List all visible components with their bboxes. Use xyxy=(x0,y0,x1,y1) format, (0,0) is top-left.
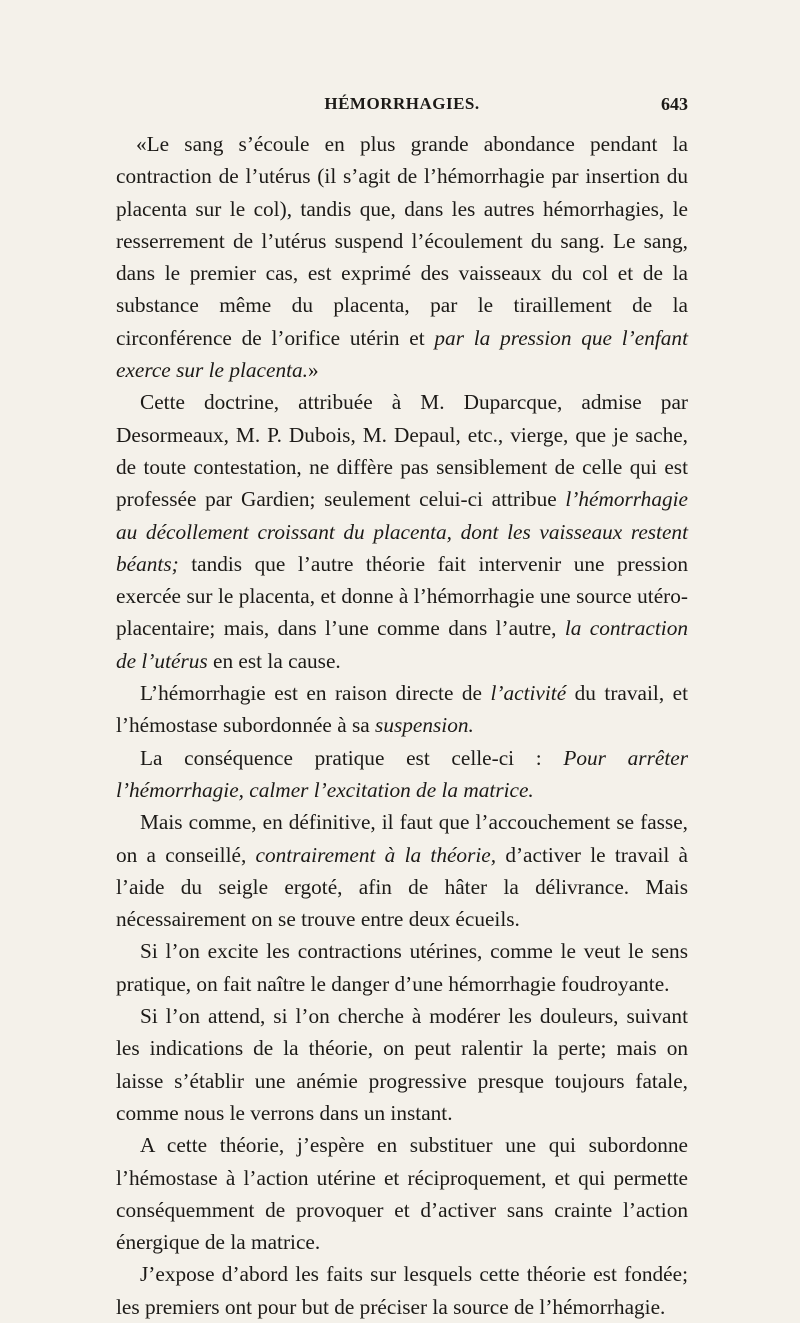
text-run: J’expose d’abord les faits sur lesquels cette théorie est fondée; les premiers ont pour but de préciser la source de l’hémorrhagie. xyxy=(116,1262,688,1319)
text-run: L’hémorrhagie est en raison directe de xyxy=(140,681,491,706)
italic-run: Pour arrêter l’hémorrhagie, calmer l’excitation de la matrice. xyxy=(116,745,688,802)
text-run: Mais comme, en définitive, il faut que l’accouchement se fasse, on a conseillé, xyxy=(116,810,688,867)
paragraph xyxy=(116,677,688,742)
italic-run: l’hémorrhagie au décollement croissant du placenta, dont les vaisseaux restent béants; xyxy=(116,487,688,576)
text-run: Si l’on attend, si l’on cherche à modérer les douleurs, suivant les indications de la théorie, on peut ralentir la perte; mais on laisse s’établir une anémie progressive presque toujours fatale, comme nous le verrons dans un instant. xyxy=(116,1004,688,1125)
paragraph xyxy=(116,1258,688,1323)
running-head xyxy=(116,94,688,128)
text-run: Cette doctrine, attribuée à M. Duparcque, admise par Desormeaux, M. P. Dubois, M. Depaul, etc., vierge, que je sache, de toute contestation, ne diffère pas sensiblement de celle qui est professée par Gardien; seulement celui-ci attribue xyxy=(116,390,688,512)
paragraph xyxy=(116,806,688,935)
text-run: d’activer le travail à l’aide du seigle ergoté, afin de hâter la délivrance. Mais nécessairement on se trouve entre deux écueils. xyxy=(116,842,688,932)
italic-run: par la pression que l’enfant exerce sur le placenta. xyxy=(116,325,688,383)
text-run: A cette théorie, j’espère en substituer une qui subordonne l’hémostase à l’action utérine et réciproquement, et qui permette conséquemment de provoquer et d’activer sans crainte l’action énergique de la matrice. xyxy=(116,1133,688,1255)
paragraph xyxy=(116,1000,688,1129)
paragraph xyxy=(116,742,688,807)
italic-run: contrairement à la théorie, xyxy=(255,842,497,867)
paragraph xyxy=(116,935,688,1000)
paragraph xyxy=(116,1129,688,1258)
text-run: du travail, et l’hémostase subordonnée à sa xyxy=(116,681,688,738)
italic-run: la contraction de l’utérus xyxy=(116,616,688,673)
italic-run: l’activité xyxy=(490,681,567,706)
italic-run: suspension. xyxy=(375,713,474,738)
paragraph xyxy=(116,386,688,677)
running-title: HÉMORRHAGIES. xyxy=(324,94,480,113)
text-run: Si l’on excite les contractions utérines, comme le veut le sens pratique, on fait naître le danger d’une hémorrhagie foudroyante. xyxy=(116,939,688,996)
text-run: «Le sang s’écoule en plus grande abondance pendant la contraction de l’utérus (il s’agit de l’hémorrhagie par insertion du placenta sur le col), tandis que, dans les autres hémorrhagies, le resserrement de l’utérus suspend l’écoulement du sang. Le sang, dans le premier cas, est exprimé des vaisseaux du col et de la substance même du placenta, par le tiraillement de la circonférence de l’orifice utérin et xyxy=(116,132,688,350)
page-number: 643 xyxy=(661,94,688,114)
text-run: en est la cause. xyxy=(207,648,341,673)
body-text xyxy=(116,128,688,1323)
text-run: La conséquence pratique est celle-ci : xyxy=(140,745,564,770)
text-run: tandis que l’autre théorie fait intervenir une pression exercée sur le placenta, et donne à l’hémorrhagie une source utéro-placentaire; mais, dans l’une comme dans l’autre, xyxy=(116,551,688,641)
text-run: » xyxy=(307,358,319,383)
paragraph xyxy=(116,128,688,386)
